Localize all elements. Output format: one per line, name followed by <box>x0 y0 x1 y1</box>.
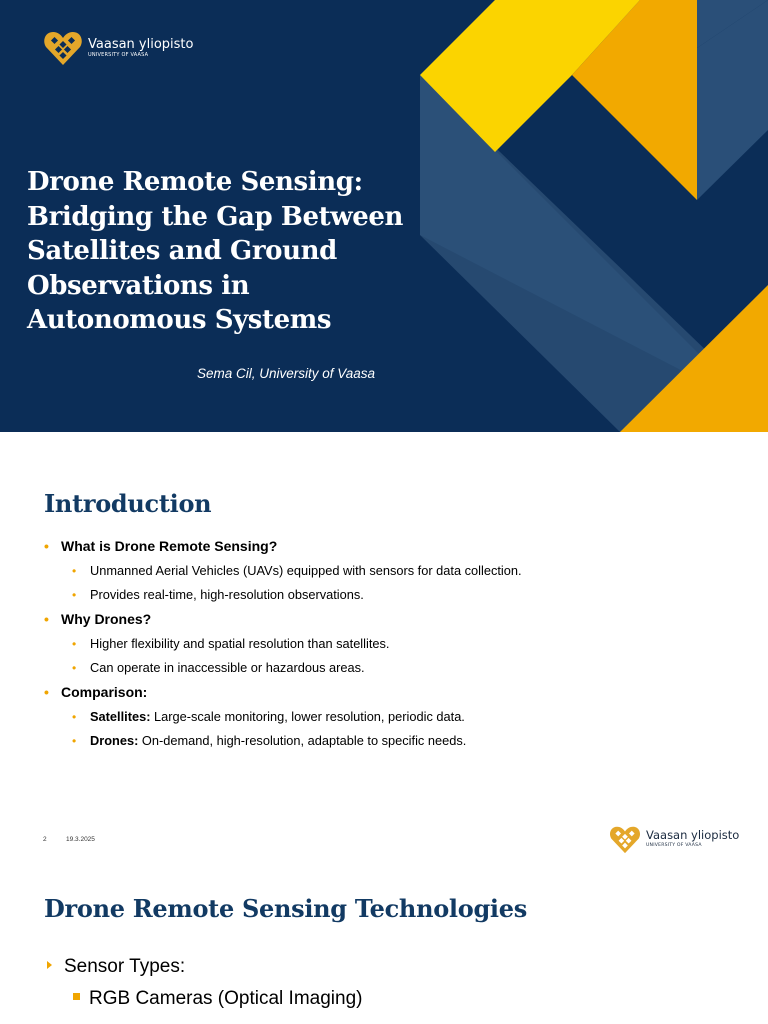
square-bullet-icon <box>73 993 80 1000</box>
slide-date: 19.3.2025 <box>66 836 95 843</box>
title-slide <box>0 0 768 432</box>
sub-bullet <box>44 656 744 680</box>
slide-title <box>27 165 427 338</box>
title-line: Autonomous Systems <box>27 305 332 335</box>
title-line: Satellites and Ground <box>27 236 337 266</box>
sub-bullet-text: RGB Cameras (Optical Imaging) <box>89 988 363 1009</box>
sub-bullet-bold: Satellites: <box>90 709 151 724</box>
sub-bullet-text: On-demand, high-resolution, adaptable to specific needs. <box>138 733 467 748</box>
sub-bullet <box>44 729 744 753</box>
brand-subname: UNIVERSITY OF VAASA <box>646 842 702 848</box>
sub-bullet <box>44 559 744 583</box>
sub-bullet-text: Large-scale monitoring, lower resolution, periodic data. <box>150 709 465 724</box>
brand-name: Vaasan yliopisto <box>88 37 194 52</box>
title-line: Bridging the Gap Between <box>27 201 404 232</box>
bullet-heading: • Comparison: <box>44 682 744 705</box>
bullet-list <box>44 536 744 753</box>
title-line: Drone Remote Sensing: <box>27 167 363 197</box>
slide-heading: Introduction <box>44 489 212 518</box>
technologies-slide <box>0 864 768 1024</box>
brand-subname: UNIVERSITY OF VAASA <box>88 52 149 58</box>
arrow-bullet-icon <box>47 961 52 969</box>
title-line: Observations in <box>27 270 250 301</box>
bullet-item <box>47 956 185 978</box>
introduction-slide <box>0 432 768 864</box>
heart-lattice-logo-icon <box>43 29 83 67</box>
sub-bullet-text: Provides real-time, high-resolution observations. <box>90 587 364 602</box>
sub-bullet-text: Can operate in inaccessible or hazardous areas. <box>90 660 365 675</box>
page-number: 2 <box>43 836 47 843</box>
university-logo <box>43 29 194 67</box>
sub-bullet <box>44 583 744 607</box>
bullet-heading: • Why Drones? <box>44 609 744 632</box>
author-line: Sema Cil, University of Vaasa <box>197 366 376 381</box>
sub-bullet-text: Unmanned Aerial Vehicles (UAVs) equipped with sensors for data collection. <box>90 563 522 578</box>
bullet-text: Sensor Types: <box>64 956 186 977</box>
sub-bullet <box>44 705 744 729</box>
sub-bullet <box>73 988 362 1010</box>
slide-heading: Drone Remote Sensing Technologies <box>44 894 527 923</box>
bullet-heading: • What is Drone Remote Sensing? <box>44 536 744 559</box>
heart-lattice-logo-icon <box>609 824 641 855</box>
sub-bullet-bold: Drones: <box>90 733 139 748</box>
sub-bullet-text: Higher flexibility and spatial resolution than satellites. <box>90 636 390 651</box>
brand-name: Vaasan yliopisto <box>646 828 740 843</box>
university-logo <box>609 824 739 855</box>
sub-bullet <box>44 632 744 656</box>
